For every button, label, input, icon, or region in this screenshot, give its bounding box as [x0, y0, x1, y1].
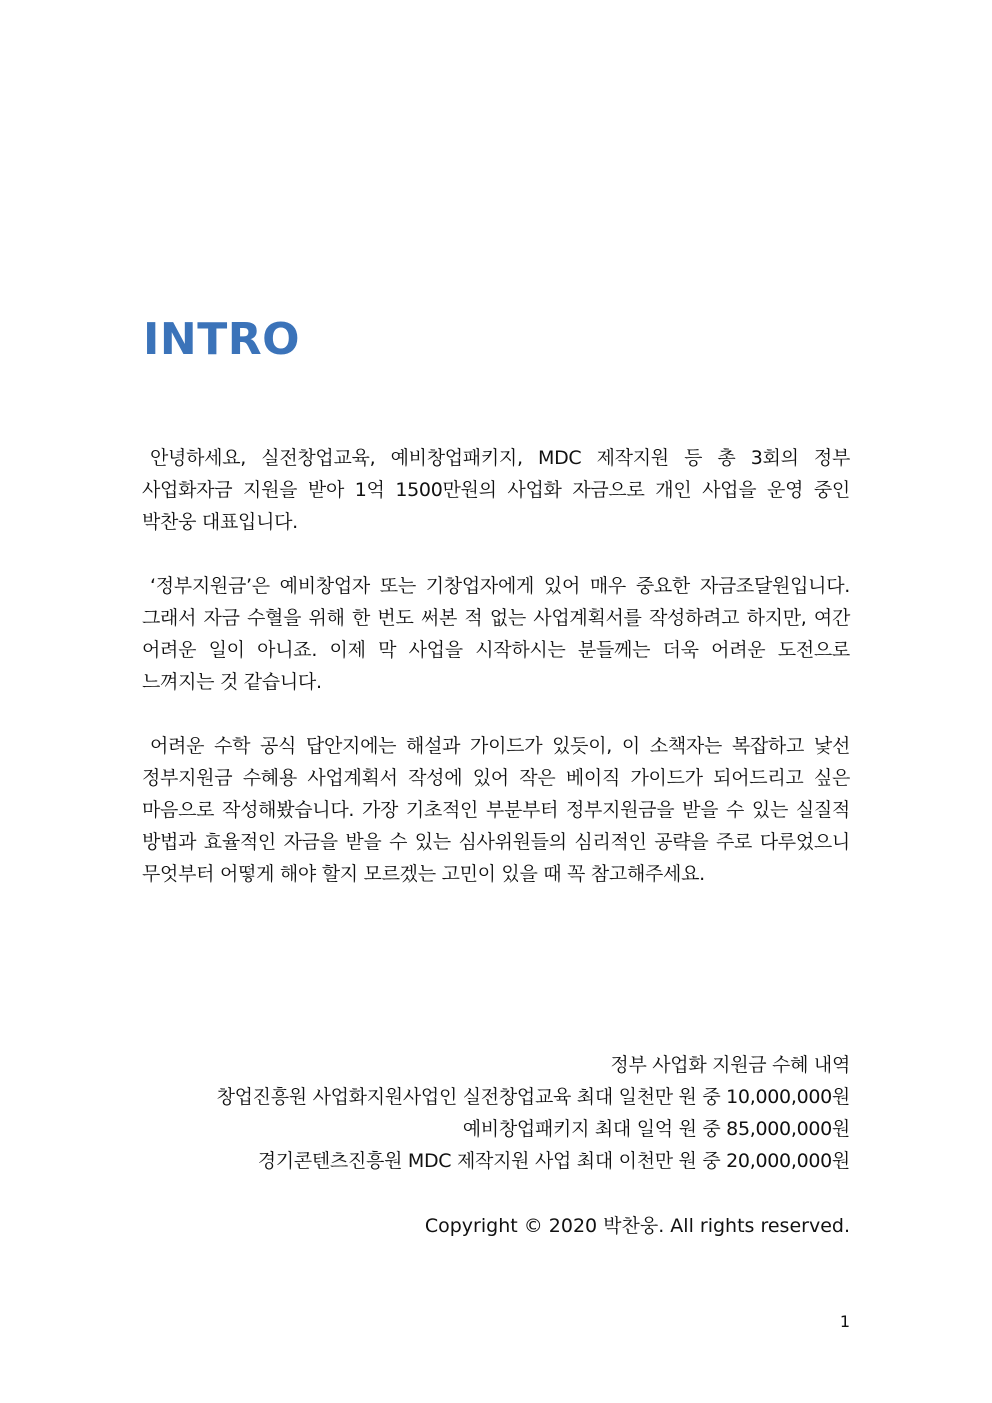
- intro-paragraph-3: 어려운 수학 공식 답안지에는 해설과 가이드가 있듯이, 이 소책자는 복잡하고 낯선 정부지원금 수혜용 사업계획서 작성에 있어 작은 베이직 가이드가 되어드리고 싶은 마음으로 작성해봤습니다. 가장 기초적인 부분부터 정부지원금을 받을 수 있는 실질적 방법과 효율적인 자금을 받을 수 있는 심사위원들의 심리적인 공략을 주로 다루었으니 무엇부터 어떻게 해야 할지 모르겠는 고민이 있을 때 꼭 참고해주세요.: [142, 735, 850, 885]
- funding-item: 예비창업패키지 최대 일억 원 중 85,000,000원: [462, 1118, 850, 1140]
- funding-item: 창업진흥원 사업화지원사업인 실전창업교육 최대 일천만 원 중 10,000,000원: [216, 1086, 850, 1108]
- funding-heading: 정부 사업화 지원금 수혜 내역: [610, 1054, 850, 1076]
- funding-history: [130, 1049, 850, 1177]
- page-number: 1: [839, 1312, 850, 1331]
- copyright-notice: Copyright © 2020 박찬웅. All rights reserved.: [424, 1215, 850, 1237]
- intro-body: [142, 442, 850, 922]
- intro-paragraph-1: 안녕하세요, 실전창업교육, 예비창업패키지, MDC 제작지원 등 총 3회의 정부 사업화자금 지원을 받아 1억 1500만원의 사업화 자금으로 개인 사업을 운영 중인 박찬웅 대표입니다.: [142, 447, 850, 533]
- page-title: INTRO: [143, 314, 300, 365]
- funding-item: 경기콘텐츠진흥원 MDC 제작지원 사업 최대 이천만 원 중 20,000,000원: [257, 1150, 850, 1172]
- intro-paragraph-2: ‘정부지원금’은 예비창업자 또는 기창업자에게 있어 매우 중요한 자금조달원입니다. 그래서 자금 수혈을 위해 한 번도 써본 적 없는 사업계획서를 작성하려고 하지만, 여간 어려운 일이 아니죠. 이제 막 사업을 시작하시는 분들께는 더욱 어려운 도전으로 느껴지는 것 같습니다.: [142, 575, 850, 693]
